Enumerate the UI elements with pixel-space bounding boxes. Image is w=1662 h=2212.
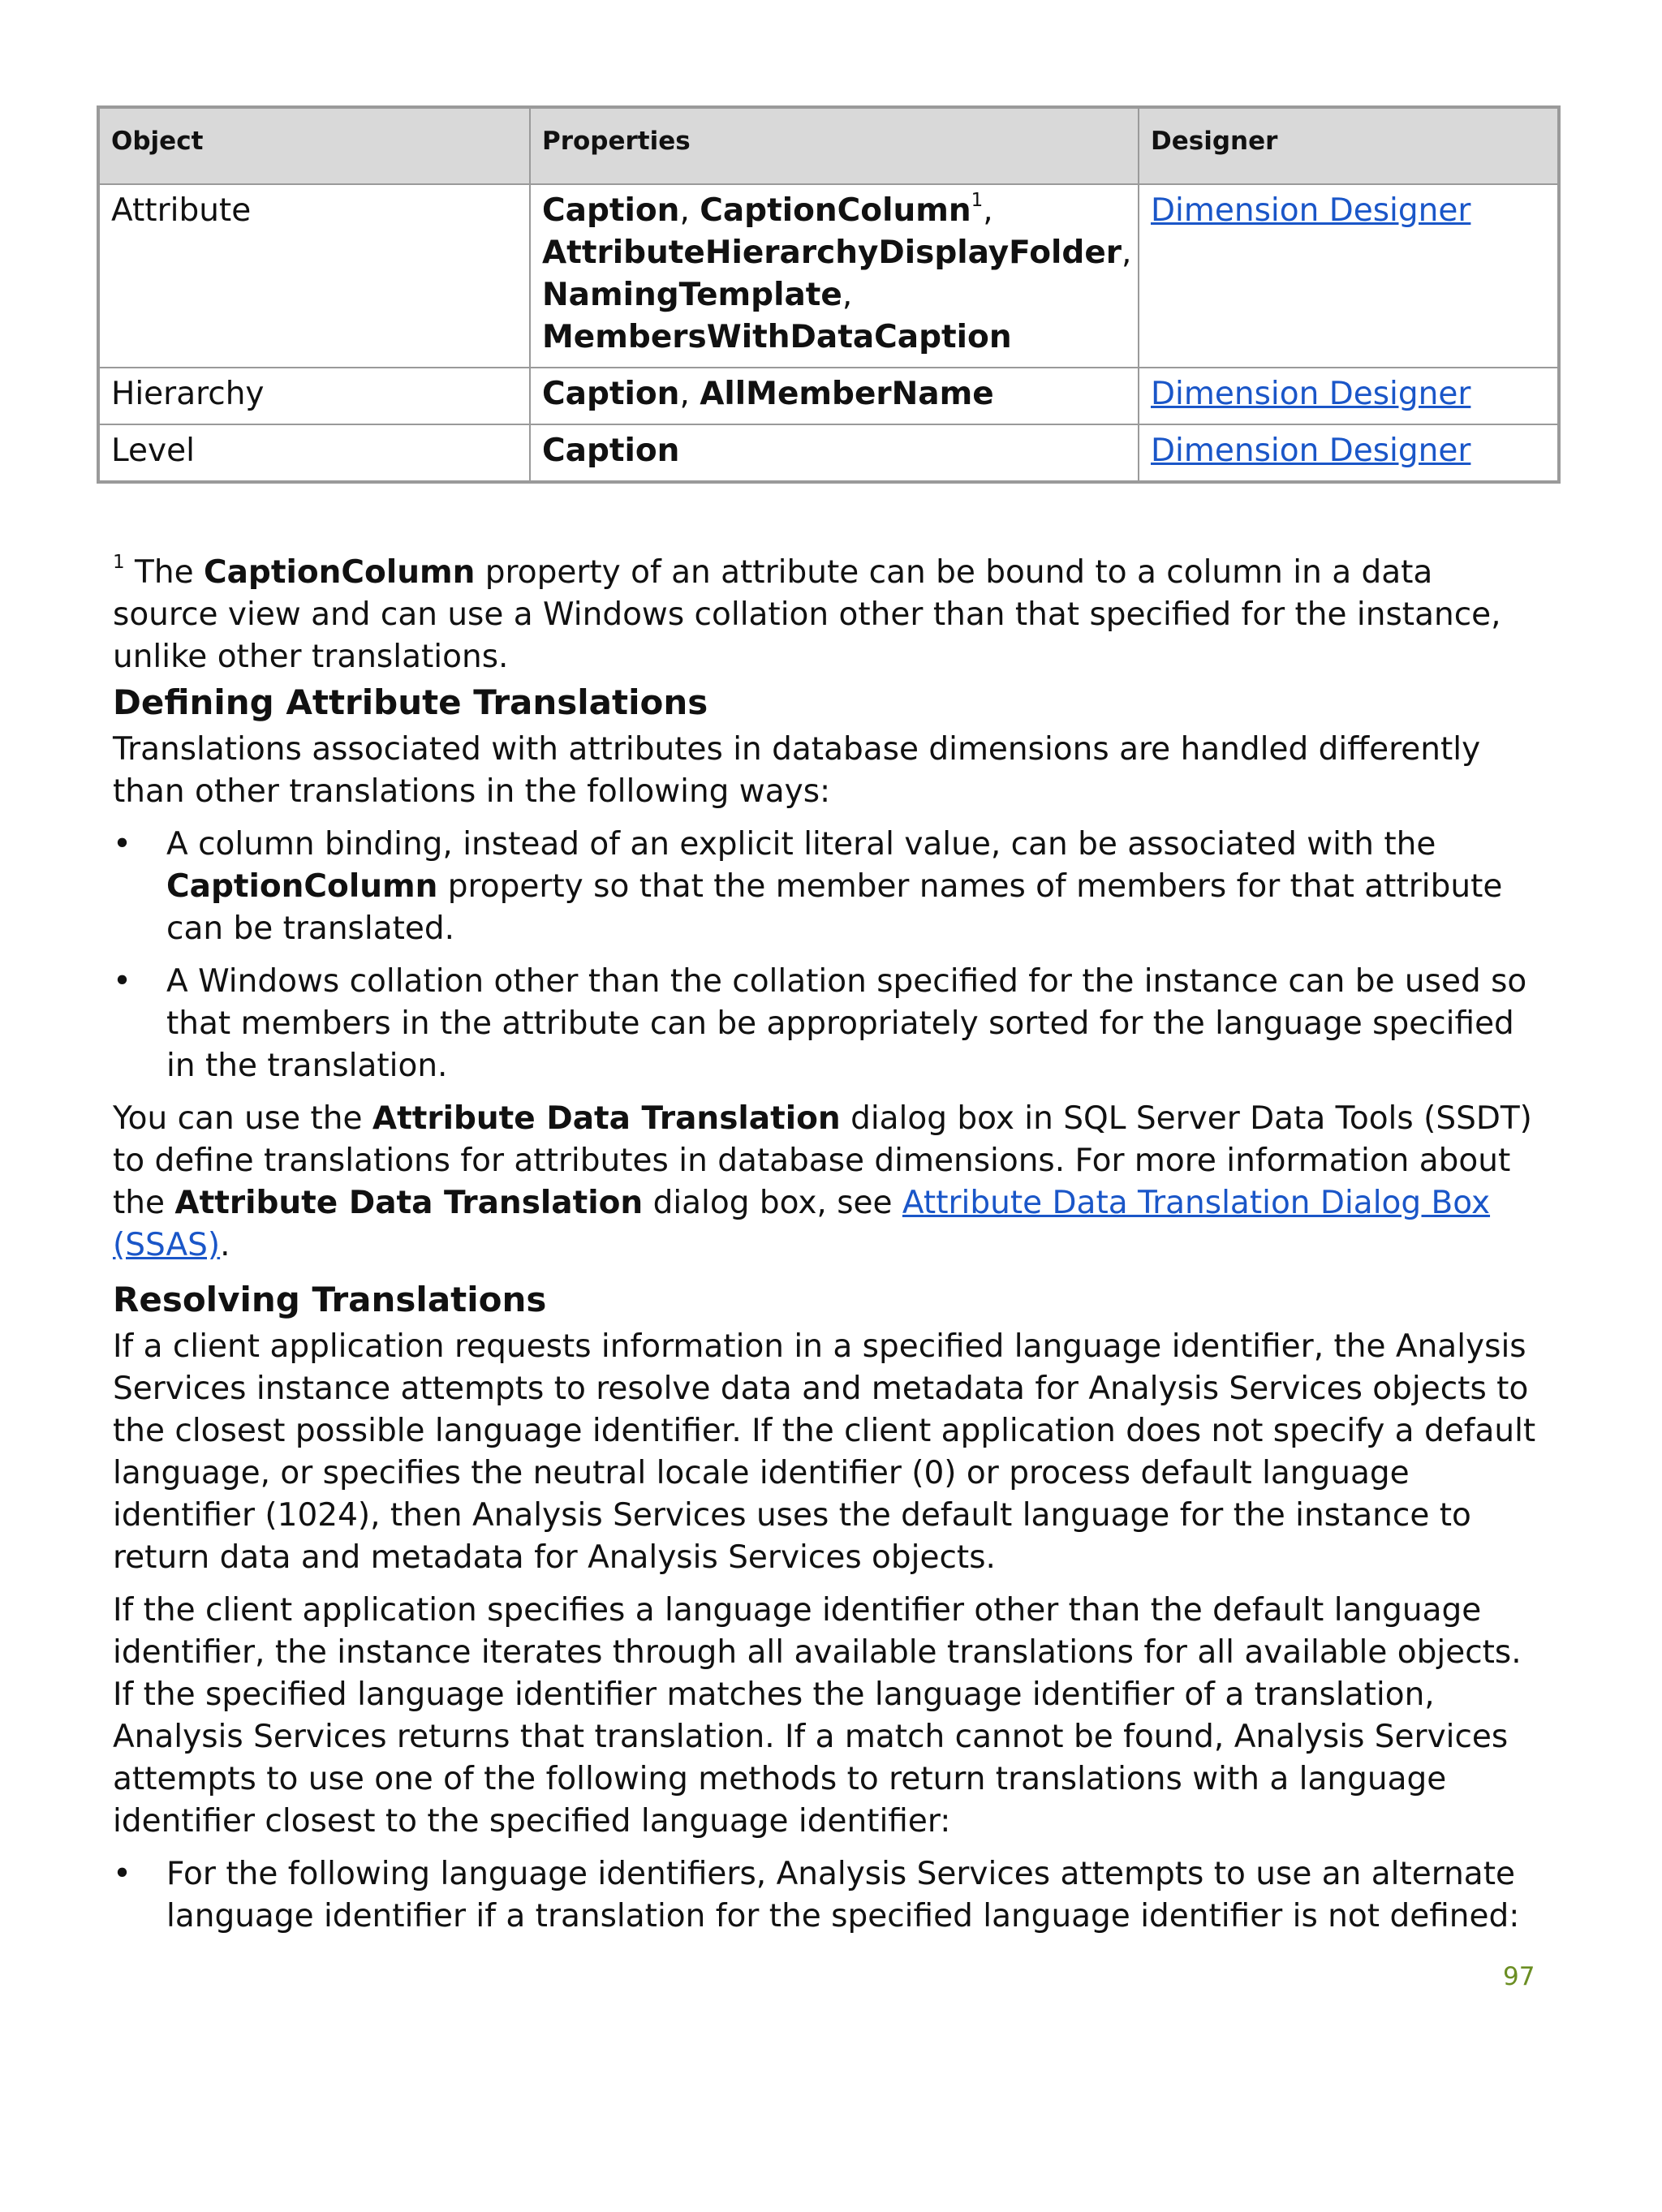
cell-object: Level	[98, 424, 530, 482]
property: MembersWithDataCaption	[542, 319, 1012, 355]
table-row	[98, 184, 1559, 368]
table-row	[98, 368, 1559, 424]
cell-properties	[530, 424, 1139, 482]
property: CaptionColumn	[700, 192, 971, 229]
dimension-designer-link[interactable]: Dimension Designer	[1151, 433, 1471, 469]
bullet-list	[113, 1853, 1541, 1938]
list-item: • A Windows collation other than the collation specified for the instance can be used so that members in the attribute can be appropriately sorted for the language specified in the translation.	[113, 961, 1541, 1087]
bullet-icon: •	[113, 963, 132, 1000]
dimension-designer-link[interactable]: Dimension Designer	[1151, 376, 1471, 412]
property: Caption	[542, 192, 680, 229]
list-item: • For the following language identifiers, Analysis Services attempts to use an alternate language identifier if a translation for the specified language identifier is not defined:	[113, 1853, 1541, 1938]
list-item: • A column binding, instead of an explicit literal value, can be associated with the CaptionColumn property so that the member names of members for that attribute can be translated.	[113, 824, 1541, 950]
dimension-designer-link[interactable]: Dimension Designer	[1151, 192, 1471, 229]
property: NamingTemplate	[542, 277, 842, 313]
page-number: 97	[1503, 1962, 1535, 1991]
cell-properties: Caption, CaptionColumn$^1$, AttributeHierarchyDisplayFolder, NamingTemplate, MembersWithDataCaption	[530, 184, 1139, 368]
property: AllMemberName	[700, 376, 994, 412]
heading-defining-attribute-translations: Defining Attribute Translations	[113, 682, 708, 722]
table-row	[98, 424, 1559, 482]
cell-designer	[1139, 424, 1559, 482]
header-object: Object	[98, 107, 530, 184]
attribute-data-translation-link[interactable]: Attribute Data Translation Dialog Box (SSAS)	[113, 1185, 1491, 1263]
cell-designer	[1139, 368, 1559, 424]
table-header-row	[98, 107, 1559, 184]
footnote-ref[interactable]: 1	[971, 190, 984, 211]
bullet-icon: •	[113, 826, 132, 863]
footnote-mark: 1	[113, 552, 125, 573]
header-properties: Properties	[530, 107, 1139, 184]
paragraph: If a client application requests information in a specified language identifier, the Analysis Services instance attempts to resolve data and metadata for Analysis Services objects to the closest possible language identifier. If the client application does not specify a default language, or specifies the neutral locale identifier (0) or process default language identifier (1024), then Analysis Services uses the default language for the instance to return data and metadata for Analysis Services objects.	[113, 1328, 1536, 1576]
cell-designer	[1139, 184, 1559, 368]
property: Caption	[542, 376, 680, 412]
paragraph: If the client application specifies a language identifier other than the default language identifier, the instance iterates through all available translations for all available objects. If the specified language identifier matches the language identifier of a translation, Analysis Services returns that translation. If a match cannot be found, Analysis Services attempts to use one of the following methods to return translations with a language identifier closest to the specified language identifier:	[113, 1592, 1522, 1840]
properties-table	[97, 105, 1561, 484]
header-designer: Designer	[1139, 107, 1559, 184]
bullet-list	[113, 824, 1541, 1087]
paragraph: Translations associated with attributes in database dimensions are handled differently than other translations in the following ways:	[113, 731, 1481, 810]
bullet-icon: •	[113, 1856, 132, 1892]
cell-object: Attribute	[98, 184, 530, 368]
property: AttributeHierarchyDisplayFolder	[542, 235, 1122, 271]
body-content	[113, 552, 1541, 1948]
paragraph: You can use the Attribute Data Translation dialog box in SQL Server Data Tools (SSDT) to define translations for attributes in database dimensions. For more information about the Attribute Data Translation dialog box, see Attribute Data Translation Dialog Box (SSAS).	[113, 1100, 1532, 1263]
cell-object: Hierarchy	[98, 368, 530, 424]
heading-resolving-translations: Resolving Translations	[113, 1280, 547, 1319]
footnote: $^1$ The CaptionColumn property of an attribute can be bound to a column in a data source view and can use a Windows collation other than that specified for the instance, unlike other translations.	[113, 552, 1501, 675]
cell-properties: Caption, AllMemberName	[530, 368, 1139, 424]
property: Caption	[542, 433, 680, 469]
